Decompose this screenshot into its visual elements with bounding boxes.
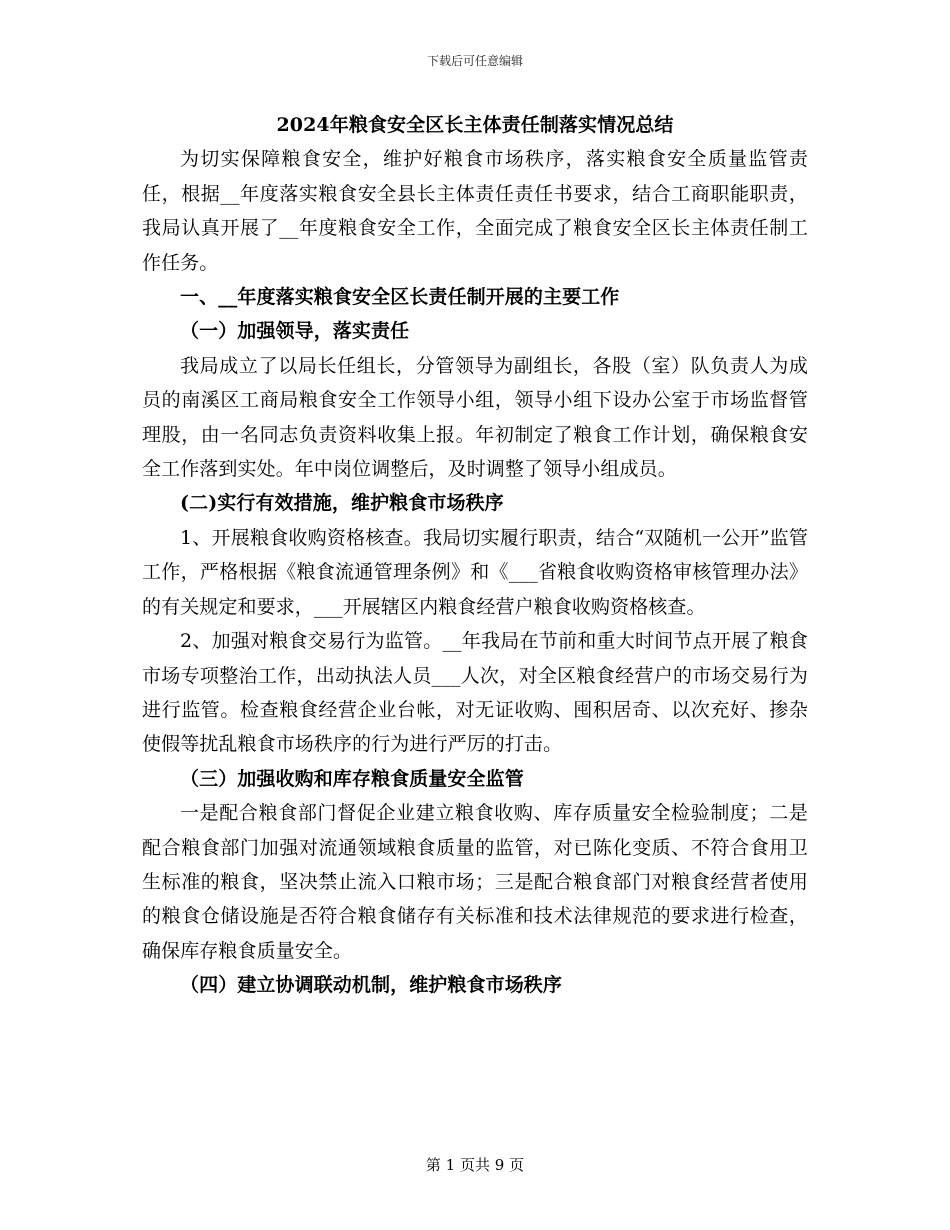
page-number: 第 1 页共 9 页 <box>425 1156 525 1174</box>
document-title: 2024年粮食安全区长主体责任制落实情况总结 <box>276 114 674 136</box>
subsection-heading-2: (二)实行有效措施，维护粮食市场秩序 <box>180 492 504 515</box>
subsection-3-paragraph: 一是配合粮食部门督促企业建立粮食收购、库存质量安全检验制度；二是配合粮食部门加强对流通领域粮食质量的监管，对已陈化变质、不符合食用卫生标准的粮食，坚决禁止流入口粮市场；三是配合粮食部门对粮食经营者使用的粮食仓储设施是否符合粮食储存有关标准和技术法律规范的要求进行检查，确保库存粮食质量安全。 <box>142 802 808 962</box>
subsection-heading-3: （三）加强收购和库存粮食质量安全监管 <box>180 767 524 790</box>
subsection-heading-4: （四）建立协调联动机制，维护粮食市场秩序 <box>180 974 563 997</box>
document-body <box>142 108 808 1003</box>
page-header-note: 下载后可任意编辑 <box>426 54 523 68</box>
subsection-2-paragraph-1: 1、开展粮食收购资格核查。我局切实履行职责，结合“双随机一公开”监管工作，严格根据《粮食流通管理条例》和《___省粮食收购资格审核管理办法》的有关规定和要求，___开展辖区内粮食经营户粮食收购资格核查。 <box>142 526 808 618</box>
intro-paragraph: 为切实保障粮食安全，维护好粮食市场秩序，落实粮食安全质量监管责任，根据__年度落实粮食安全县长主体责任责任书要求，结合工商职能职责，我局认真开展了__年度粮食安全工作，全面完成了粮食安全区长主体责任制工作任务。 <box>142 148 808 274</box>
section-heading-1: 一、__年度落实粮食安全区长责任制开展的主要工作 <box>180 286 620 309</box>
subsection-2-paragraph-2: 2、加强对粮食交易行为监管。__年我局在节前和重大时间节点开展了粮食市场专项整治工作，出动执法人员___人次，对全区粮食经营户的市场交易行为进行监管。检查粮食经营企业台帐，对无证收购、囤积居奇、以次充好、掺杂使假等扰乱粮食市场秩序的行为进行严厉的打击。 <box>142 630 808 756</box>
subsection-1-paragraph: 我局成立了以局长任组长，分管领导为副组长，各股（室）队负责人为成员的南溪区工商局粮食安全工作领导小组，领导小组下设办公室于市场监督管理股，由一名同志负责资料收集上报。年初制定了粮食工作计划，确保粮食安全工作落到实处。年中岗位调整后，及时调整了领导小组成员。 <box>142 354 808 481</box>
subsection-heading-1: （一）加强领导，落实责任 <box>180 320 410 343</box>
